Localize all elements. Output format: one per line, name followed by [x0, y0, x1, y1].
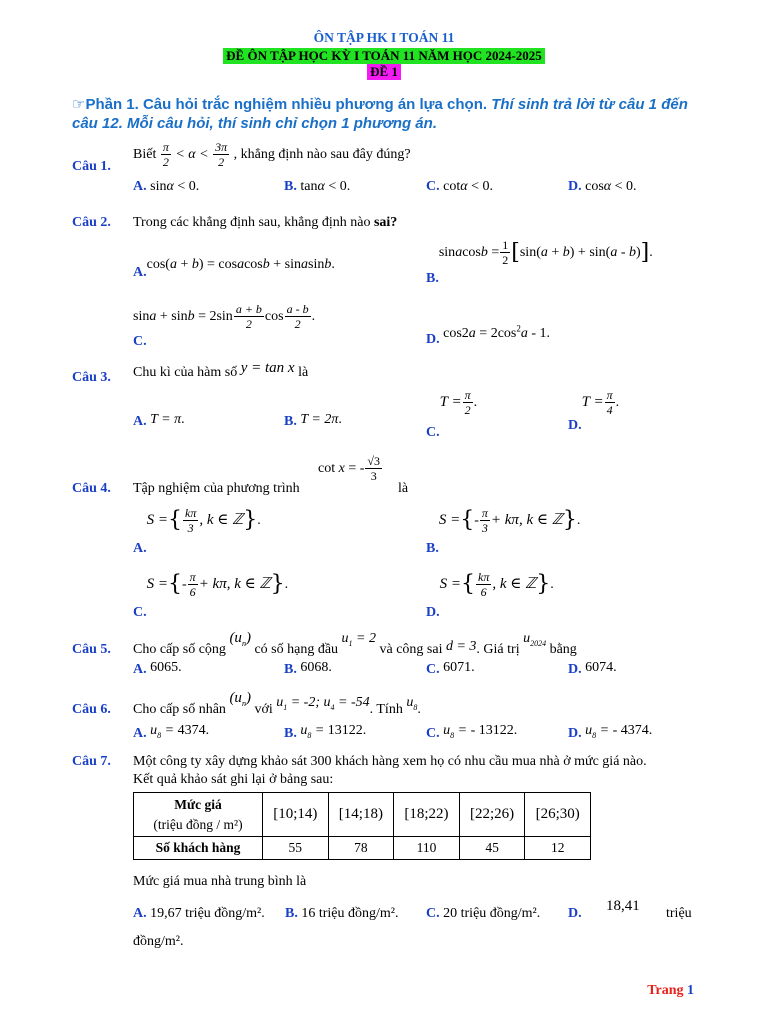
q4-d-frac: $\frac{k\pi}{6}$ [478, 570, 490, 599]
q5-d-value: 6074 [585, 660, 614, 675]
q7-b-text: 16 triệu đồng/m². [301, 906, 399, 921]
q6-t1: Cho cấp số nhân [133, 702, 226, 717]
table-header-unit: (triệu đồng / m²) [153, 816, 243, 832]
option-label: D. [568, 179, 582, 194]
q4-option-a[interactable]: A.S ={ $\frac{k\pi}{3}$ , k ∈ ℤ}. [133, 506, 261, 556]
q7-option-c[interactable] [426, 905, 540, 922]
q7-a-text: 19,67 triệu đồng/m². [150, 906, 265, 921]
option-label: A. [133, 540, 147, 556]
q2-option-d[interactable] [426, 320, 551, 347]
q2-text: Trong các khẳng định sau, khẳng định nào [133, 215, 371, 230]
q5-option-d[interactable]: D. 6074. [568, 660, 617, 677]
table-count-5: 12 [525, 837, 591, 860]
q6-option-b[interactable]: B. $u_8 = 13122$. [284, 723, 367, 741]
q7-d-value: 18,41 [606, 898, 640, 914]
q2-a-math: cos(a + b) = cosacosb + sinasinb. [146, 257, 335, 272]
table-interval-3: [18;22) [394, 793, 460, 837]
q7-line1: Một công ty xây dựng khảo sát 300 khách hàng xem họ có nhu cầu mua nhà ở mức giá nào. [133, 754, 647, 769]
q5-stem [133, 630, 577, 657]
q2-c-frac1: $\frac{a + b}{2}$ [235, 302, 262, 331]
q3-b-math: T = 2π [300, 412, 339, 427]
option-label: B. [426, 540, 439, 556]
q2-c-math1: sina + sinb = 2sin [133, 309, 233, 324]
option-label: B. [284, 414, 297, 429]
q2-b-math: sinacosb = [438, 245, 500, 260]
q5-c-value: 6071 [443, 660, 472, 675]
q7-option-b[interactable] [285, 905, 398, 922]
q1-option-c[interactable] [426, 178, 493, 195]
table-count-4: 45 [459, 837, 525, 860]
q4-b-frac: $\frac{\pi}{3}$ [481, 506, 488, 535]
q6-d-lhs: $u_8$ = [585, 723, 610, 740]
q7-d-unit: triệu [666, 906, 692, 921]
table-interval-1: [10;14) [263, 793, 329, 837]
q5-math-d: d = 3 [445, 639, 477, 654]
table-row [134, 793, 591, 837]
option-label: D. [426, 331, 440, 347]
q5-t4: . Giá trị [476, 642, 520, 657]
header-title: ĐỀ ÔN TẬP HỌC KỲ I TOÁN 11 NĂM HỌC 2024-2025 [223, 48, 545, 64]
header-exam-number: ĐỀ 1 [367, 64, 401, 80]
q1-math-lt-alpha-lt: < α < [175, 147, 209, 162]
q3-stem [133, 360, 309, 381]
q6-b-lhs: $u_8$ = [300, 723, 325, 740]
q3-d-math: T = [581, 394, 604, 410]
q2-bold: sai? [373, 215, 398, 230]
q5-t1: Cho cấp số cộng [133, 642, 226, 657]
q1-d-math: cosα < 0. [585, 179, 637, 194]
footer-label: Trang [647, 983, 684, 998]
table-row-label: Số khách hàng [134, 837, 263, 860]
option-label: C. [133, 604, 147, 620]
q3-option-c[interactable]: C.T = $\frac{\pi}{2}$ . [426, 388, 478, 440]
q5-a-value: 6065 [150, 660, 179, 675]
q2-stem [133, 214, 397, 231]
header-exam-block [0, 64, 768, 81]
q1-math-3pi-over-2: $\frac{3\pi}{2}$ [215, 140, 228, 169]
table-header-cell [134, 793, 263, 837]
option-label: A. [133, 179, 147, 194]
q6-c-value: - 13122 [470, 723, 514, 738]
option-label: C. [426, 662, 440, 677]
q6-math-given: $u_1 = -2$; $u_4 = -54$ [276, 695, 370, 712]
table-header-price: Mức giá [174, 796, 222, 812]
q3-text-before: Chu kì của hàm số [133, 365, 238, 380]
q4-a-frac: $\frac{k\pi}{3}$ [185, 506, 197, 535]
q3-number: Câu 3. [72, 370, 111, 385]
part1-title: Phần 1. Câu hỏi trắc nghiệm nhiều phương án lựa chọn. [85, 96, 488, 113]
q1-b-math: tanα < 0. [300, 179, 351, 194]
q3-option-a[interactable]: A. T = π. [133, 412, 185, 429]
q2-c-label [133, 333, 147, 350]
option-label: D. [568, 726, 582, 741]
q1-a-math: sinα < 0. [150, 179, 200, 194]
q6-number: Câu 6. [72, 702, 111, 717]
q2-option-c[interactable]: sina + sinb = 2sin $\frac{a + b}{2}$ cos $\frac{a - b}{2}$ . [133, 302, 316, 331]
q6-t2: với [254, 702, 273, 717]
q5-math-u1: $u_1 = 2$ [341, 631, 376, 648]
q1-text-after: , khẳng định nào sau đây đúng? [233, 147, 411, 162]
q3-option-b[interactable]: B. T = 2π. [284, 412, 342, 429]
q4-a-math1: S = [146, 512, 168, 528]
option-label: D. [568, 417, 582, 433]
header-title-block [0, 48, 768, 65]
q4-c-math1: S = [146, 576, 168, 592]
option-label: A. [133, 265, 147, 280]
q2-number: Câu 2. [72, 215, 111, 230]
q7-option-d[interactable] [568, 905, 582, 922]
q6-b-value: 13122 [327, 723, 363, 738]
q3-c-frac: $\frac{\pi}{2}$ [464, 388, 471, 417]
part1-heading [72, 95, 712, 133]
q3-option-d[interactable]: D.T = $\frac{\pi}{4}$ . [568, 388, 620, 433]
option-label: B. [284, 179, 297, 194]
q4-d-math2: , k ∈ ℤ [492, 576, 537, 592]
q4-c-math2: + kπ, k ∈ ℤ [198, 576, 271, 592]
q5-math-un: $(u_n)$ [229, 630, 251, 648]
q6-t3: . Tính [369, 702, 403, 717]
q2-b-bracket: [sin(a + b) + sin(a - b)]. [511, 239, 653, 265]
q4-b-math2: + kπ, k ∈ ℤ [490, 512, 563, 528]
q4-a-math2: , k ∈ ℤ [199, 512, 244, 528]
option-label: D. [568, 662, 582, 677]
option-label: C. [133, 334, 147, 349]
q6-c-lhs: $u_8$ = [443, 723, 468, 740]
q6-d-value: - 4374 [612, 723, 649, 738]
q4-option-c[interactable]: C.S ={- $\frac{\pi}{6}$ + kπ, k ∈ ℤ}. [133, 570, 289, 620]
q3-math: y = tan x [240, 360, 295, 376]
q5-math-u2024: $u_{2024}$ [523, 631, 547, 648]
q7-d-unit2: đồng/m². [133, 934, 184, 949]
q3-text-after: là [298, 365, 309, 380]
q4-text-after: là [398, 481, 409, 496]
page-footer [647, 983, 694, 999]
pointing-hand-icon: ☞ [72, 96, 86, 113]
q1-stem [133, 140, 411, 169]
q1-option-a[interactable] [133, 178, 199, 195]
table-interval-5: [26;30) [525, 793, 591, 837]
q5-option-b[interactable]: B. 6068. [284, 660, 332, 677]
q7-c-text: 20 triệu đồng/m². [443, 906, 541, 921]
table-interval-4: [22;26) [459, 793, 525, 837]
q4-number: Câu 4. [72, 481, 111, 496]
option-label: C. [426, 179, 440, 194]
q6-a-value: 4374 [177, 723, 206, 738]
option-label: B. [426, 270, 439, 286]
q4-frac: $\frac{√3}{3}$ [367, 454, 380, 483]
q1-option-b[interactable] [284, 178, 350, 195]
q6-stem: Cho cấp số nhân $(u_n)$ với $u_1 = -2$; $u_4 = -54$. Tính $u_8$. [133, 690, 421, 717]
q7-survey-table [133, 792, 591, 860]
q1-number: Câu 1. [72, 159, 111, 174]
q5-number: Câu 5. [72, 642, 111, 657]
page-number: 1 [687, 983, 694, 998]
q2-option-a[interactable] [133, 256, 335, 280]
q5-t3: và công sai [379, 642, 443, 657]
option-label: C. [426, 424, 440, 440]
table-count-1: 55 [263, 837, 329, 860]
option-label: D. [568, 906, 582, 921]
q2-c-frac2: $\frac{a - b}{2}$ [286, 302, 309, 331]
q4-option-b[interactable]: B.S ={- $\frac{\pi}{3}$ + kπ, k ∈ ℤ}. [426, 506, 581, 556]
table-row [134, 837, 591, 860]
q5-option-a[interactable]: A. 6065. [133, 660, 182, 677]
q5-t5: bằng [549, 642, 577, 657]
q4-d-math1: S = [439, 576, 461, 592]
q7-line2: Kết quả khảo sát ghi lại ở bảng sau: [133, 772, 334, 787]
q5-option-c[interactable]: C. 6071. [426, 660, 475, 677]
table-interval-2: [14;18) [328, 793, 394, 837]
q6-a-lhs: $u_8$ = [150, 723, 175, 740]
q7-option-a[interactable] [133, 905, 265, 922]
q4-b-math1: S = [438, 512, 461, 528]
q2-d-math: $\cos 2a = 2\cos^2a - 1$. [443, 323, 551, 341]
q6-option-d[interactable]: D. $u_8$ = - 4374. [568, 723, 653, 741]
q2-c-math2: cos [264, 309, 284, 324]
q7-number: Câu 7. [72, 754, 111, 769]
option-label: B. [284, 726, 297, 741]
q1-math-pi-over-2: $\frac{\pi}{2}$ [162, 140, 169, 169]
part1-instruction: Thí sinh trả lời từ câu 1 đến câu 12. Mỗi câu hỏi, thí sinh chỉ chọn 1 phương án. [72, 96, 688, 132]
q1-text-before: Biết [133, 147, 157, 162]
header-subject: ÔN TẬP HK I TOÁN 11 [313, 30, 455, 45]
q1-c-math: cotα < 0. [443, 179, 493, 194]
q3-d-frac: $\frac{\pi}{4}$ [606, 388, 613, 417]
q1-option-d[interactable] [568, 178, 637, 195]
option-label: A. [133, 414, 147, 429]
q5-t2: có số hạng đầu [254, 642, 339, 657]
q6-math-u8: $u_8$ [406, 695, 418, 712]
option-label: B. [284, 662, 297, 677]
q5-b-value: 6068 [300, 660, 329, 675]
q6-option-c[interactable]: C. $u_8$ = - 13122. [426, 723, 518, 741]
option-label: D. [426, 604, 440, 620]
q2-b-frac: $\frac{1}{2}$ [502, 238, 509, 267]
table-count-2: 78 [328, 837, 394, 860]
q3-a-math: T = π [150, 412, 182, 427]
q3-c-math: T = [439, 394, 462, 410]
q2-option-b[interactable] [426, 238, 653, 286]
table-count-3: 110 [394, 837, 460, 860]
option-label: A. [133, 726, 147, 741]
q4-text-before: Tập nghiệm của phương trình [133, 481, 300, 496]
option-label: A. [133, 906, 147, 921]
option-label: B. [285, 906, 298, 921]
q4-equation: cot x = - $\frac{√3}{3}$ [318, 454, 380, 483]
q4-option-d[interactable]: D.S ={ $\frac{k\pi}{6}$ , k ∈ ℤ}. [426, 570, 554, 620]
q6-math-un: $(u_n)$ [229, 690, 251, 708]
q6-option-a[interactable]: A. $u_8 = 4374$. [133, 723, 210, 741]
q4-c-frac: $\frac{\pi}{6}$ [189, 570, 196, 599]
option-label: A. [133, 662, 147, 677]
option-label: C. [426, 906, 440, 921]
option-label: C. [426, 726, 440, 741]
q7-question: Mức giá mua nhà trung bình là [133, 874, 307, 889]
